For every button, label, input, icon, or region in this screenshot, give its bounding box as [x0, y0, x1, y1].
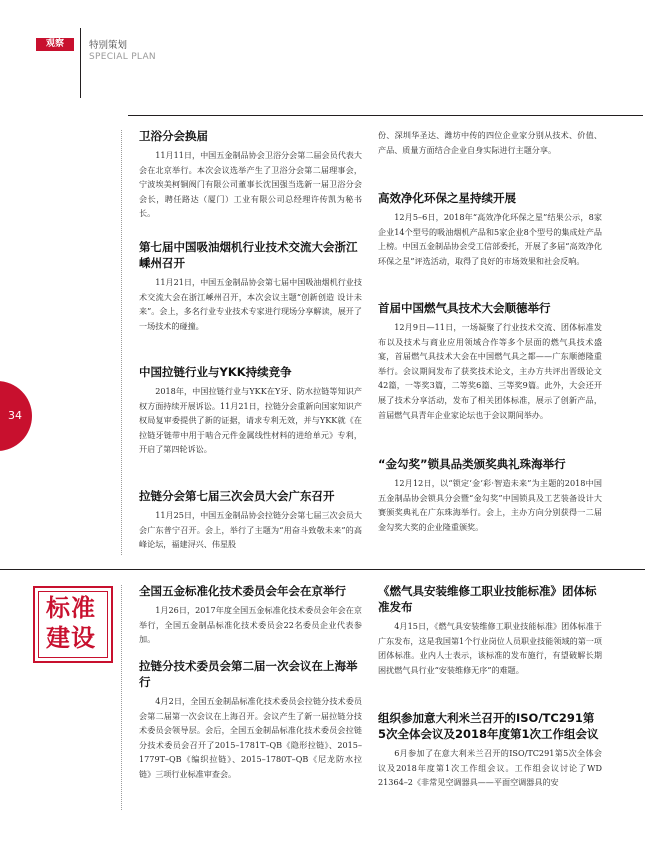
top-left-margin-line	[121, 130, 122, 555]
page-number: 34	[8, 409, 22, 422]
article-weiyu	[139, 128, 362, 221]
standards-seal	[33, 586, 113, 663]
article-body: 11月11日，中国五金制品协会卫浴分会第二届会员代表大会在北京举行。本次会议选举产生了卫浴分会第二届理事会，宁波埃美柯铜阀门有限公司董事长沈国强当选新一届卫浴分会会长，聘任路达（厦门）工业有限公司总经理许传凯为秘书长。	[139, 150, 362, 219]
article-zipper-subcommittee	[139, 658, 362, 782]
article-title: 《燃气具安装维修工职业技能标准》团体标准发布	[378, 584, 597, 614]
header-divider	[80, 28, 81, 98]
article-body: 2018年，中国拉链行业与YKK在Y牙、防水拉链等知识产权方面持续开展诉讼。11月21日，拉链分会重新向国家知识产权局复审委提供了新的证据，请求专利无效，并与YKK就《在拉链牙链带中用于啮合元件金属线性材料的进给单元》专利，开启了第四轮诉讼。	[139, 386, 362, 455]
article-body: 11月25日，中国五金制品协会拉链分会第七届三次会员大会广东普宁召开。会上，举行了主题为“用奋斗致敬未来”的高峰论坛，福建浔兴、伟星股	[139, 510, 362, 550]
article-title: 高效净化环保之星持续开展	[378, 191, 516, 205]
section-divider-rule	[0, 569, 645, 570]
article-body: 11月21日，中国五金制品协会第七届中国吸油烟机行业技术交流大会在浙江嵊州召开，本次会议主题“创新创造 设计未来”。会上，多名行业专业技术专家进行现场分享解读，展开了一场技术的碰撞。	[139, 277, 362, 331]
article-body: 6月参加了在意大利米兰召开的ISO/TC291第5次全体会议及2018年度第1次工作组会议。工作组会议讨论了WD 21364–2《非常见空调器具——平面空调器具的安	[378, 748, 602, 788]
article-clean-star	[378, 190, 602, 268]
article-title: 组织参加意大利米兰召开的ISO/TC291第5次全体会议及2018年度第1次工作组会议	[378, 711, 599, 741]
article-zipper-ykk	[139, 364, 362, 457]
article-gas-appliance	[378, 300, 602, 422]
top-rule	[128, 115, 643, 116]
section-title-cn: 特别策划	[89, 40, 128, 51]
section-title-en: SPECIAL PLAN	[89, 52, 156, 62]
article-title: 拉链分技术委员会第二届一次会议在上海举行	[139, 659, 358, 689]
article-body: 12月9日—11日，一场凝聚了行业技术交流、团体标准发布以及技术与商业应用领域合作等多个层面的燃气具技术盛宴，首届燃气具技术大会在中国燃气具之都——广东顺德隆重举行。会议期间发布了获奖技术论文，主办方共评出晋级论文42篇，一等奖3篇，二等奖6篇、三等奖9篇。此外，大会还开展了技术分享活动，发布了相关团体标准，展示了创新产品，首届燃气具青年企业家论坛也于会议期间举办。	[378, 322, 602, 420]
bottom-left-margin-line	[121, 585, 122, 810]
article-body: 12月12日，以“锁定‘金’彩·智造未来”为主题的2018中国五金制品协会锁具分会暨“金勾奖”中国锁具及工艺装备设计大赛颁奖典礼在广东珠海举行。会上，主办方向分别获得一二届金勾奖大奖的企业隆重颁奖。	[378, 478, 602, 532]
article-iso-meeting	[378, 710, 602, 790]
article-range-hood	[139, 239, 362, 333]
article-gas-standard	[378, 583, 602, 677]
article-body: 1月26日，2017年度全国五金标准化技术委员会年会在京举行，全国五金制品标准化技术委员会22名委员企业代表参加。	[139, 605, 362, 645]
article-title: 卫浴分会换届	[139, 129, 208, 143]
article-title: 第七届中国吸油烟机行业技术交流大会浙江嵊州召开	[139, 240, 358, 270]
article-title: 全国五金标准化技术委员会年会在京举行	[139, 584, 346, 598]
article-body: 4月2日，全国五金制品标准化技术委员会拉链分技术委员会第二届第一次会议在上海召开。会议产生了新一届拉链分技术委员会领导层。会后，全国五金制品标准化技术委员会拉链分技术委员会召开了2015–1781T–QB《隐形拉链》、2015–1779T–QB《编织拉链》、2015–1780T–QB《尼龙防水拉链》三项行业标准审查会。	[139, 696, 362, 779]
seal-text: 标准建设	[46, 593, 96, 652]
article-title: “金勾奖”锁具品类颁奖典礼珠海举行	[378, 457, 566, 471]
article-title: 拉链分会第七届三次会员大会广东召开	[139, 489, 335, 503]
article-body: 4月15日，《燃气具安装维修工职业技能标准》团体标准于广东发布，这是我国第1个行业岗位人员职业技能领域的第一项团体标准。业内人士表示，该标准的发布施行，有望破解长期困扰燃气具行业“安装维修无序”的难题。	[378, 621, 602, 675]
article-zipper-meeting	[139, 488, 362, 552]
article-golden-hook	[378, 456, 602, 534]
article-standards-annual	[139, 583, 362, 647]
article-body: 份、深圳华圣达、潍坊中传的四位企业家分别从技术、价值、产品、质量方面结合企业自身实际进行主题分享。	[378, 130, 602, 155]
section-tag: 观察	[36, 38, 74, 51]
article-title: 中国拉链行业与YKK持续竞争	[139, 365, 292, 379]
article-title: 首届中国燃气具技术大会顺德举行	[378, 301, 551, 315]
article-zipper-continued	[378, 128, 602, 157]
article-body: 12月5–6日，2018年“高效净化环保之星”结果公示，8家企业14个型号的吸油烟机产品和5家企业8个型号的集成灶产品上榜。中国五金制品协会受工信部委托，开展了多届“高效净化环保之星”评选活动，取得了良好的市场效果和社会反响。	[378, 212, 602, 266]
